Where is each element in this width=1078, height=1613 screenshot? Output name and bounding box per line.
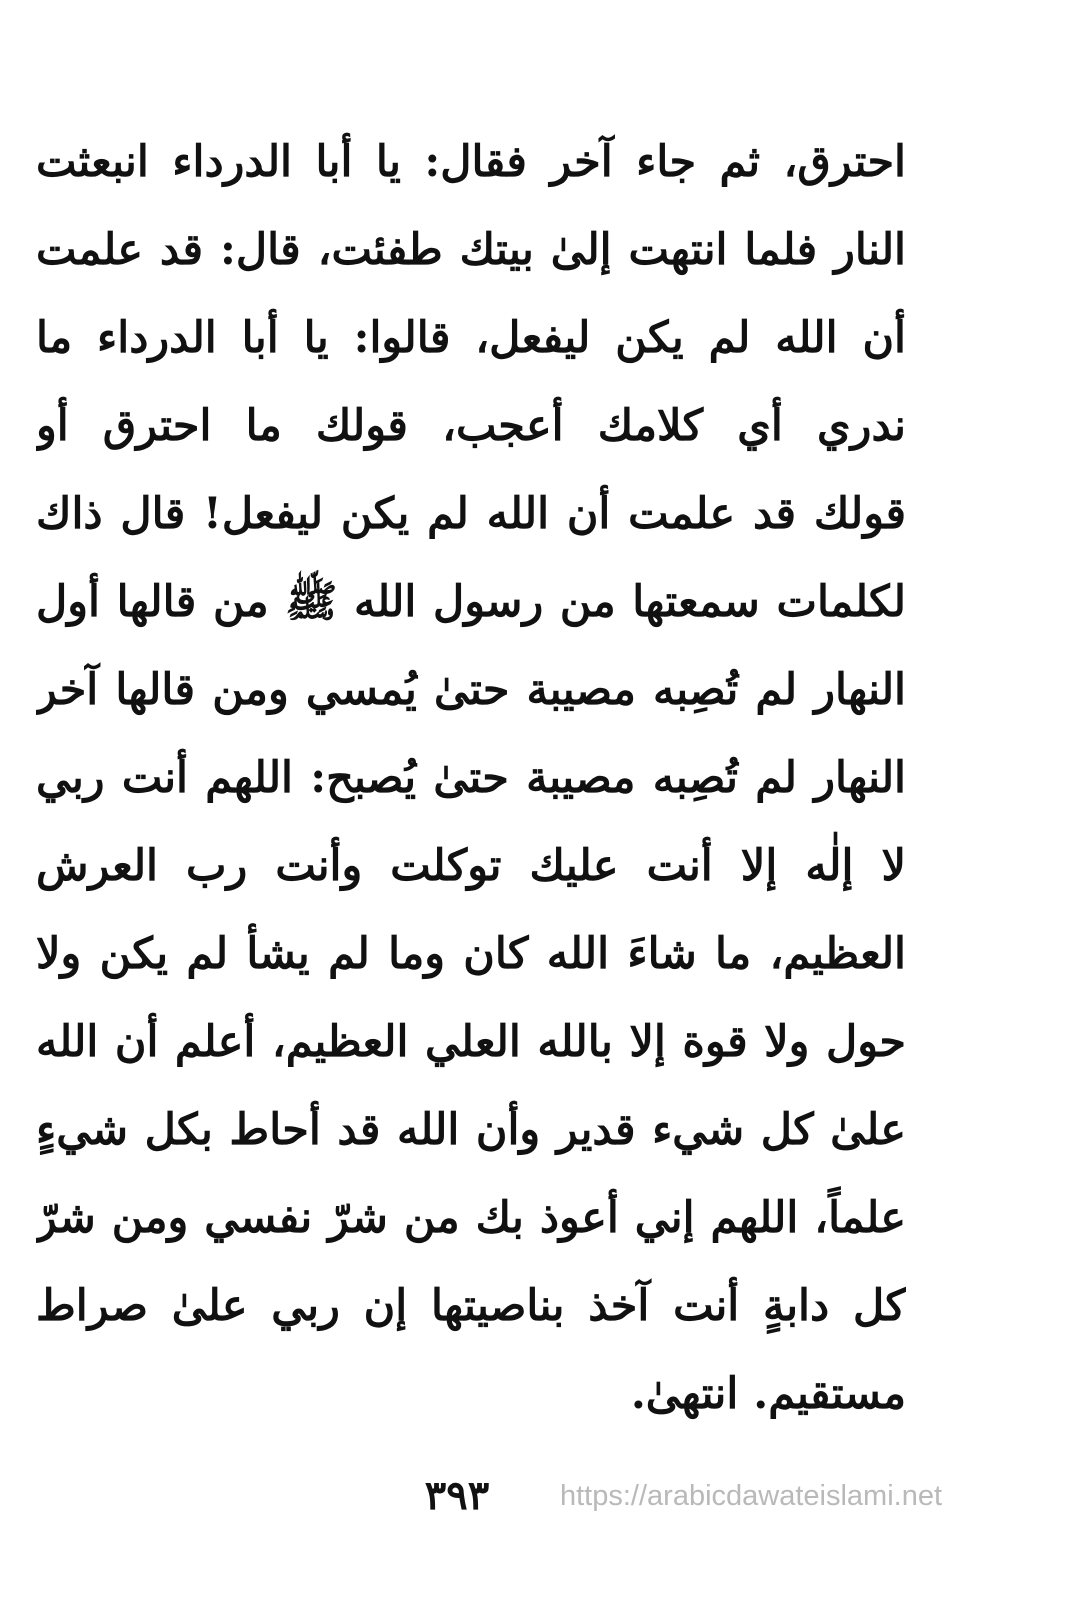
text-line-7: النهار لم تُصِبه مصيبة حتىٰ يُمسي ومن قالها آخر	[36, 665, 906, 715]
text-line-14: كل دابةٍ أنت آخذ بناصيتها إن ربي علىٰ صراط	[36, 1281, 906, 1331]
text-line-13: علماً، اللهم إني أعوذ بك من شرّ نفسي ومن شرّ	[36, 1193, 906, 1243]
text-line-11: حول ولا قوة إلا بالله العلي العظيم، أعلم أن الله	[36, 1017, 906, 1067]
text-line-8: النهار لم تُصِبه مصيبة حتىٰ يُصبح: اللهم أنت ربي	[36, 753, 906, 803]
text-line-15: مستقيم. انتهىٰ.	[630, 1369, 906, 1419]
body-text	[36, 118, 906, 1438]
text-line-3: أن الله لم يكن ليفعل، قالوا: يا أبا الدرداء ما	[36, 313, 906, 363]
watermark-url: https://arabicdawateislami.net	[560, 1480, 943, 1512]
text-line-6: لكلمات سمعتها من رسول الله ﷺ من قالها أول	[36, 577, 906, 627]
text-line-2: النار فلما انتهت إلىٰ بيتك طفئت، قال: قد علمت	[36, 225, 906, 275]
text-line-9: لا إلٰه إلا أنت عليك توكلت وأنت رب العرش	[36, 841, 906, 891]
text-line-5: قولك قد علمت أن الله لم يكن ليفعل! قال ذاك	[36, 489, 906, 539]
text-line-12: علىٰ كل شيء قدير وأن الله قد أحاط بكل شيءٍ	[36, 1105, 906, 1155]
text-line-4: ندري أي كلامك أعجب، قولك ما احترق أو	[36, 401, 906, 451]
text-line-10: العظيم، ما شاءَ الله كان وما لم يشأ لم يكن ولا	[36, 929, 906, 979]
page-number: ٣٩٣	[424, 1472, 490, 1519]
text-line-1: احترق، ثم جاء آخر فقال: يا أبا الدرداء انبعثت	[36, 137, 906, 187]
